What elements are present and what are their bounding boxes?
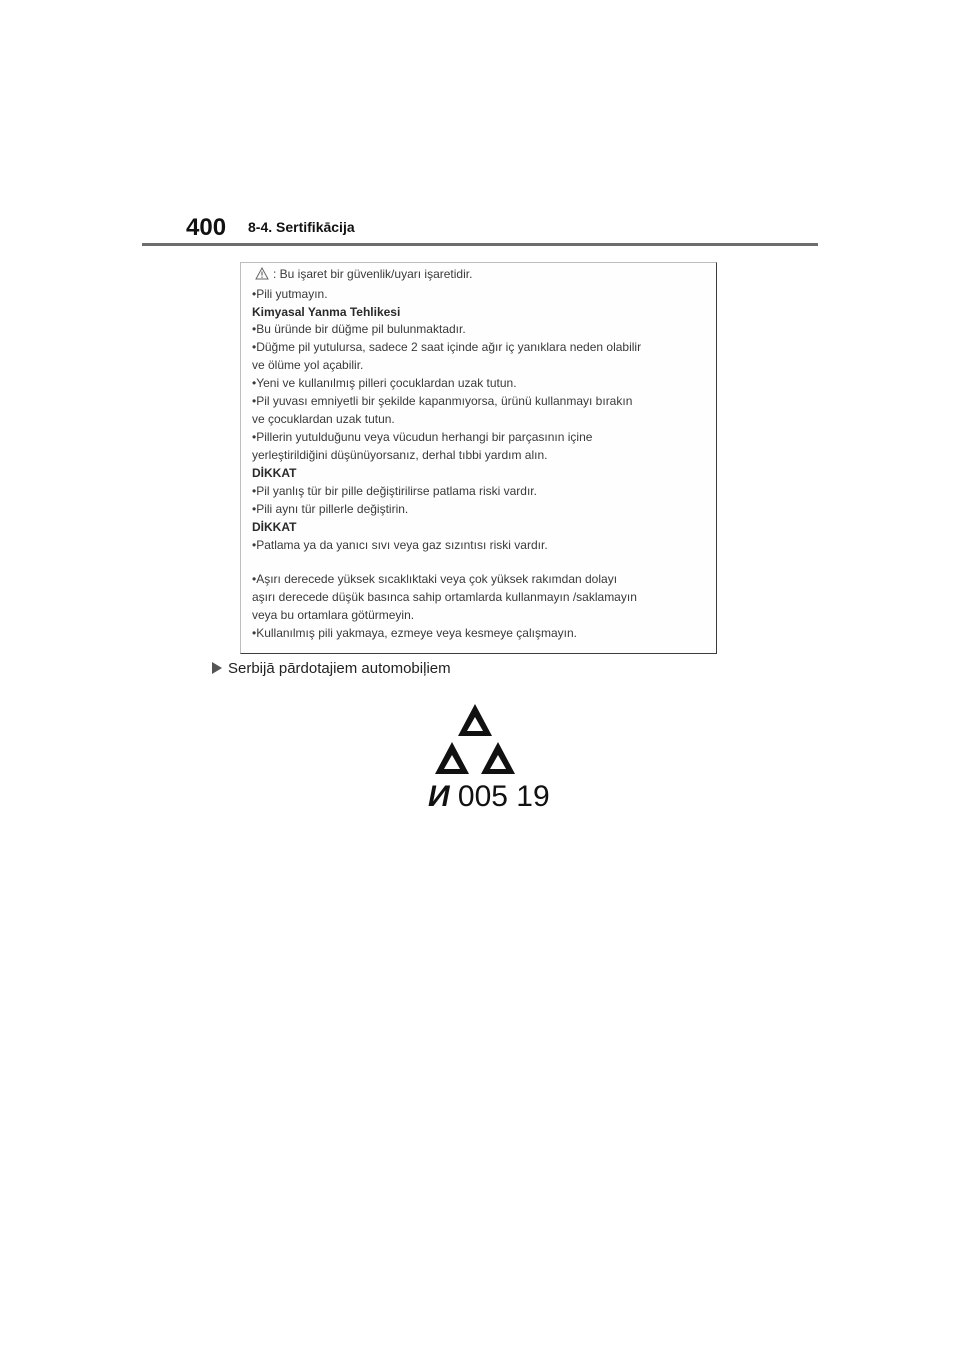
warning-line: •Pil yuvası emniyetli bir şekilde kapanmıyorsa, ürünü kullanmayı bırakın bbox=[252, 394, 633, 408]
warning-line: •Patlama ya da yanıcı sıvı veya gaz sızıntısı riski vardır. bbox=[252, 538, 548, 552]
warning-line: •Pili yutmayın. bbox=[252, 287, 328, 301]
warning-heading: DİKKAT bbox=[252, 520, 297, 534]
warning-line: •Pil yanlış tür bir pille değiştirilirse patlama riski vardır. bbox=[252, 484, 537, 498]
warning-line: yerleştirildiğini düşünüyorsanız, derhal tıbbi yardım alın. bbox=[252, 448, 548, 462]
warning-line: aşırı derecede düşük basınca sahip ortamlarda kullanmayın /saklamayın bbox=[252, 590, 637, 604]
warning-line: •Düğme pil yutulursa, sadece 2 saat içinde ağır iç yanıklara neden olabilir bbox=[252, 340, 642, 354]
serbian-certification-triangles-icon bbox=[420, 700, 530, 782]
warning-line: •Pili aynı tür pillerle değiştirin. bbox=[252, 502, 409, 516]
warning-line: •Aşırı derecede yüksek sıcaklıktaki veya çok yüksek rakımdan dolayı bbox=[252, 572, 618, 586]
warning-line: •Kullanılmış pili yakmaya, ezmeye veya kesmeye çalışmayın. bbox=[252, 626, 577, 640]
arrow-right-icon bbox=[212, 662, 222, 674]
battery-warning-label bbox=[240, 262, 717, 654]
warning-heading: Kimyasal Yanma Tehlikesi bbox=[252, 305, 401, 319]
warning-line: •Bu üründe bir düğme pil bulunmaktadır. bbox=[252, 322, 466, 336]
market-note-text: Serbijā pārdotajiem automobiļiem bbox=[228, 660, 451, 677]
warning-line: ve çocuklardan uzak tutun. bbox=[252, 412, 395, 426]
warning-line: ve ölüme yol açabilir. bbox=[252, 358, 364, 372]
market-note bbox=[212, 660, 451, 677]
warning-symbol-line bbox=[252, 267, 472, 281]
page-number: 400 bbox=[186, 214, 227, 241]
warning-line: •Yeni ve kullanılmış pilleri çocuklardan uzak tutun. bbox=[252, 376, 517, 390]
certification-code bbox=[428, 780, 550, 814]
warning-line: •Pillerin yutulduğunu veya vücudun herhangi bir parçasının içine bbox=[252, 430, 593, 444]
warning-triangle-icon bbox=[255, 267, 269, 280]
certification-prefix: И bbox=[428, 780, 450, 813]
section-title: 8-4. Sertifikācija bbox=[248, 219, 355, 235]
warning-heading: DİKKAT bbox=[252, 466, 297, 480]
warning-symbol-text: : Bu işaret bir güvenlik/uyarı işaretidir. bbox=[273, 267, 473, 281]
certification-number: 005 19 bbox=[457, 780, 550, 813]
header-divider bbox=[142, 243, 818, 246]
warning-line: veya bu ortamlara götürmeyin. bbox=[252, 608, 415, 622]
